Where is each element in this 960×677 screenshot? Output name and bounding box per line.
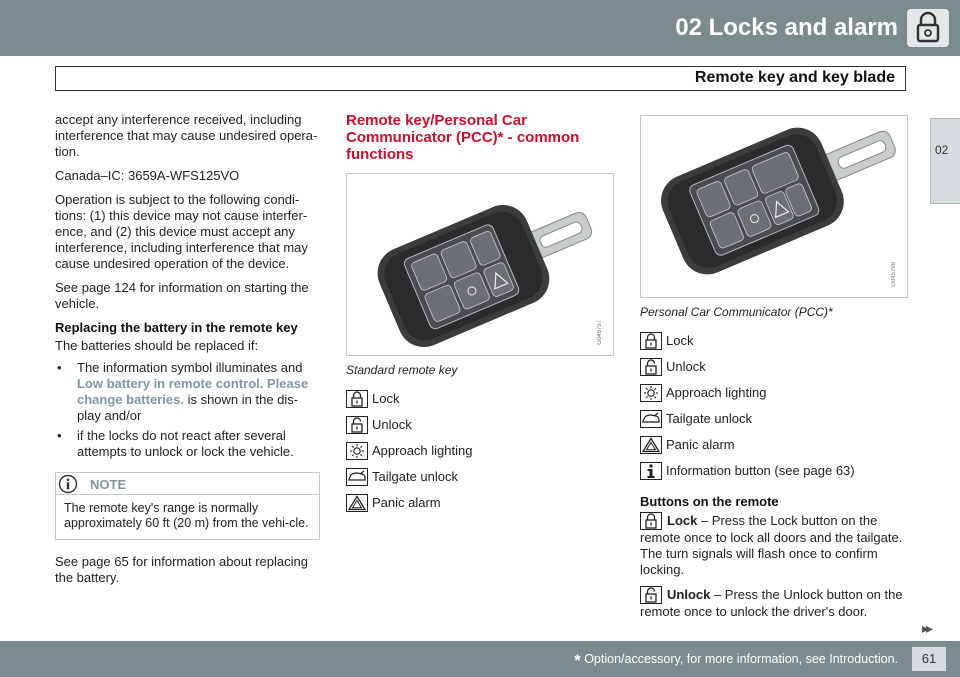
bullet-text: is shown in the dis-play and/or [77, 392, 299, 423]
lock-icon [640, 332, 662, 350]
approach-lighting-icon [640, 384, 662, 402]
function-label: Panic alarm [372, 495, 441, 510]
function-row [640, 328, 908, 354]
function-row [346, 490, 614, 516]
chapter-header [0, 0, 960, 56]
figure-caption: Standard remote key [346, 363, 458, 377]
info-icon [640, 462, 662, 480]
panic-alarm-icon [346, 494, 368, 512]
list-item [55, 360, 320, 424]
footnote [574, 651, 898, 671]
next-page-arrows-icon[interactable]: ▸▸ [921, 620, 930, 636]
note-text: The remote key's range is normally approximately 60 ft (20 m) from the vehi-cle. [64, 501, 309, 530]
unlock-term: Unlock [667, 587, 711, 602]
paragraph: Canada–IC: 3659A-WFS125VO [55, 168, 240, 183]
info-circle-icon [58, 474, 78, 494]
lock-description [640, 512, 908, 578]
function-row [640, 432, 908, 458]
chapter-side-tab[interactable] [930, 118, 960, 204]
function-label: Approach lighting [372, 443, 473, 458]
padlock-icon [906, 8, 950, 48]
section-bar [55, 66, 906, 91]
function-row [346, 412, 614, 438]
unlock-icon [346, 416, 368, 434]
tailgate-icon [346, 468, 368, 486]
approach-lighting-icon [346, 442, 368, 460]
column-3 [640, 115, 908, 628]
function-label: Information button (see page 63) [666, 463, 855, 478]
function-row [640, 354, 908, 380]
page-number: 61 [912, 647, 946, 671]
lock-text: – Press the Lock button on the remote once to lock all doors and the tailgate. The turn signals will flash once to confirm locking. [640, 513, 903, 577]
function-row [346, 464, 614, 490]
tailgate-icon [640, 410, 662, 428]
figure-code: G045798 [891, 262, 897, 287]
page-footer [0, 641, 960, 677]
paragraph: See page 124 for information on starting the vehicle. [55, 280, 309, 311]
bullet-text: if the locks do not react after several attempts to unlock or lock the vehicle. [77, 428, 294, 459]
standard-remote-key-image [346, 173, 614, 356]
unlock-icon [640, 586, 662, 604]
function-row [640, 458, 908, 484]
battery-heading: Replacing the battery in the remote key [55, 320, 298, 335]
unlock-text: – Press the Unlock button on the remote once to unlock the driver's door. [640, 587, 903, 619]
lock-icon [640, 512, 662, 530]
function-label: Lock [666, 333, 694, 348]
function-row [346, 386, 614, 412]
paragraph: See page 65 for information about replacing the battery. [55, 554, 308, 585]
function-label: Approach lighting [666, 385, 767, 400]
function-row [346, 438, 614, 464]
note-box [55, 472, 320, 540]
list-item [55, 428, 320, 460]
function-label: Unlock [666, 359, 706, 374]
unlock-description [640, 586, 908, 620]
section-title: Remote key and key blade [694, 69, 895, 86]
function-label: Lock [372, 391, 400, 406]
lock-term: Lock [667, 513, 698, 528]
paragraph: The batteries should be replaced if: [55, 338, 259, 353]
figure-caption: Personal Car Communicator (PCC)* [640, 305, 833, 319]
chapter-title: 02 Locks and alarm [675, 14, 898, 41]
column-2 [346, 112, 614, 516]
common-functions-heading: Remote key/Personal Car Communicator (PCC)* - common functions [346, 112, 580, 163]
footnote-text: Option/accessory, for more information, see Introduction. [584, 652, 898, 666]
note-label: NOTE [90, 477, 127, 492]
paragraph: accept any interference received, including interference that may cause undesired opera-tion. [55, 112, 318, 159]
lock-icon [346, 390, 368, 408]
note-header [56, 473, 319, 495]
function-label: Unlock [372, 417, 412, 432]
paragraph: Operation is subject to the following condi-tions: (1) this device may not cause interfer-ence, and (2) this device must accept any interference, including interference that may cause undesired operation of the device. [55, 192, 308, 271]
footnote-star: * [574, 651, 581, 670]
buttons-heading: Buttons on the remote [640, 494, 779, 509]
function-row [640, 380, 908, 406]
figure-code: G045797 [597, 320, 603, 345]
function-label: Tailgate unlock [372, 469, 458, 484]
function-label: Tailgate unlock [666, 411, 752, 426]
function-label: Panic alarm [666, 437, 735, 452]
panic-alarm-icon [640, 436, 662, 454]
function-row [640, 406, 908, 432]
pcc-remote-image [640, 115, 908, 298]
battery-list [55, 360, 320, 460]
bullet-text: The information symbol illuminates and [77, 360, 303, 375]
side-tab-label: 02 [935, 143, 949, 157]
display-message: Low battery in remote control. Please change batteries. [77, 376, 309, 407]
unlock-icon [640, 358, 662, 376]
column-1 [55, 112, 320, 594]
